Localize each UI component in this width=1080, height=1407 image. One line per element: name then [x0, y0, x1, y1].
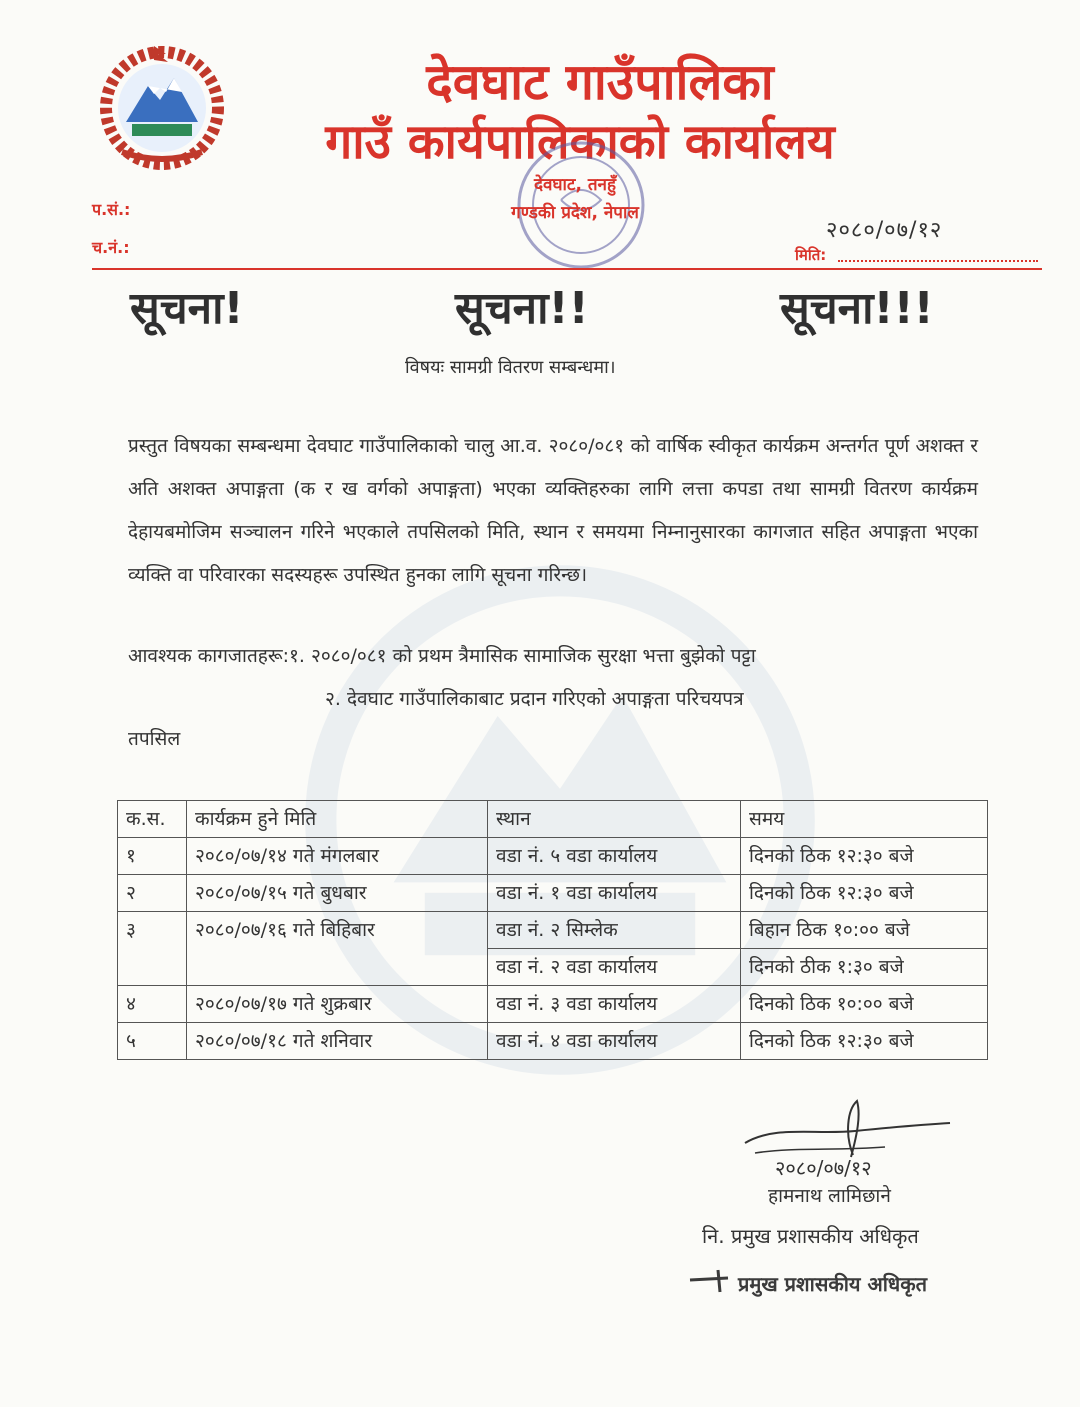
table-row: [118, 875, 988, 912]
header-divider: [92, 268, 1042, 270]
cell-place: वडा नं. ३ वडा कार्यालय: [488, 986, 741, 1023]
ps-label: प.सं.:: [92, 200, 131, 219]
table-row: [118, 912, 988, 949]
office-name: देवघाट गाउँपालिका: [426, 53, 774, 111]
table-header-row: [118, 801, 988, 838]
required-documents-2: २. देवघाट गाउँपालिकाबाट प्रदान गरिएको अपाङ्गता परिचयपत्र: [325, 688, 744, 710]
cell-place: वडा नं. १ वडा कार्यालय: [488, 875, 741, 912]
table-row: [118, 838, 988, 875]
col-header-place: स्थान: [488, 801, 741, 838]
cell-sn: ३: [118, 912, 187, 986]
notice-heading-3: सूचना!!!: [780, 283, 934, 334]
cell-date: २०८०/०७/१६ गते बिहिबार: [187, 912, 488, 986]
cell-time: दिनको ठिक १०:०० बजे: [741, 986, 988, 1023]
cell-date: २०८०/०७/१५ गते बुधबार: [187, 875, 488, 912]
cell-place: वडा नं. ४ वडा कार्यालय: [488, 1023, 741, 1060]
rubber-stamp-mark-icon: [688, 1266, 736, 1296]
nepal-emblem-icon: [92, 40, 232, 170]
cell-place: वडा नं. २ सिम्लेक: [488, 912, 741, 949]
cell-place: वडा नं. २ वडा कार्यालय: [488, 949, 741, 986]
address-line-1: देवघाट, तनहुँ: [533, 175, 617, 195]
body-paragraph: प्रस्तुत विषयका सम्बन्धमा देवघाट गाउँपालिकाको चालु आ.व. २०८०/०८१ को वार्षिक स्वीकृत कार्यक्रम अन्तर्गत पूर्ण अशक्त र अति अशक्त अपाङ्गता (क र ख वर्गको अपाङ्गता) भएका व्यक्तिहरुका लागि लत्ता कपडा तथा सामग्री वितरण कार्यक्रम देहायबमोजिम सञ्चालन गरिने भएकाले तपसिलको मिति, स्थान र समयमा निम्नानुसारका कागजात सहित अपाङ्गता भएका व्यक्ति वा परिवारका सदस्यहरू उपस्थित हुनका लागि सूचना गरिन्छ।: [128, 435, 978, 586]
notice-heading-2: सूचना!!: [455, 283, 589, 334]
schedule-table: [117, 800, 988, 1060]
chn-label: च.नं.:: [92, 238, 130, 257]
signer-title: नि. प्रमुख प्रशासकीय अधिकृत: [702, 1224, 919, 1248]
date-dotted-line: [838, 260, 1038, 262]
required-documents-1: आवश्यक कागजातहरू:१. २०८०/०८१ को प्रथम त्रैमासिक सामाजिक सुरक्षा भत्ता बुझेको पट्टा: [128, 645, 756, 667]
signer-name: हामनाथ लामिछाने: [768, 1185, 891, 1207]
cell-date: २०८०/०७/१४ गते मंगलबार: [187, 838, 488, 875]
stamped-title: प्रमुख प्रशासकीय अधिकृत: [738, 1272, 927, 1296]
cell-time: बिहान ठिक १०:०० बजे: [741, 912, 988, 949]
cell-time: दिनको ठीक १:३० बजे: [741, 949, 988, 986]
table-row: [118, 986, 988, 1023]
cell-sn: ५: [118, 1023, 187, 1060]
cell-date: २०८०/०७/१७ गते शुक्रबार: [187, 986, 488, 1023]
cell-sn: १: [118, 838, 187, 875]
col-header-date: कार्यक्रम हुने मिति: [187, 801, 488, 838]
cell-time: दिनको ठिक १२:३० बजे: [741, 838, 988, 875]
col-header-sn: क.स.: [118, 801, 187, 838]
table-row: [118, 1023, 988, 1060]
handwritten-date: २०८०/०७/१२: [826, 218, 943, 243]
cell-time: दिनको ठिक १२:३० बजे: [741, 1023, 988, 1060]
date-label: मिति:: [795, 246, 827, 264]
col-header-time: समय: [741, 801, 988, 838]
notice-heading-1: सूचना!: [130, 283, 244, 334]
cell-sn: ४: [118, 986, 187, 1023]
schedule-label: तपसिल: [128, 728, 181, 750]
cell-date: २०८०/०७/१८ गते शनिवार: [187, 1023, 488, 1060]
cell-time: दिनको ठिक १२:३० बजे: [741, 875, 988, 912]
address-line-2: गण्डकी प्रदेश, नेपाल: [511, 203, 639, 223]
signature-date: २०८०/०७/१२: [775, 1156, 872, 1180]
cell-sn: २: [118, 875, 187, 912]
office-subtitle: गाउँ कार्यपालिकाको कार्यालय: [325, 114, 835, 170]
signature-icon: [735, 1095, 965, 1185]
cell-place: वडा नं. ५ वडा कार्यालय: [488, 838, 741, 875]
subject-line: विषयः सामग्री वितरण सम्बन्धमा।: [405, 357, 616, 378]
